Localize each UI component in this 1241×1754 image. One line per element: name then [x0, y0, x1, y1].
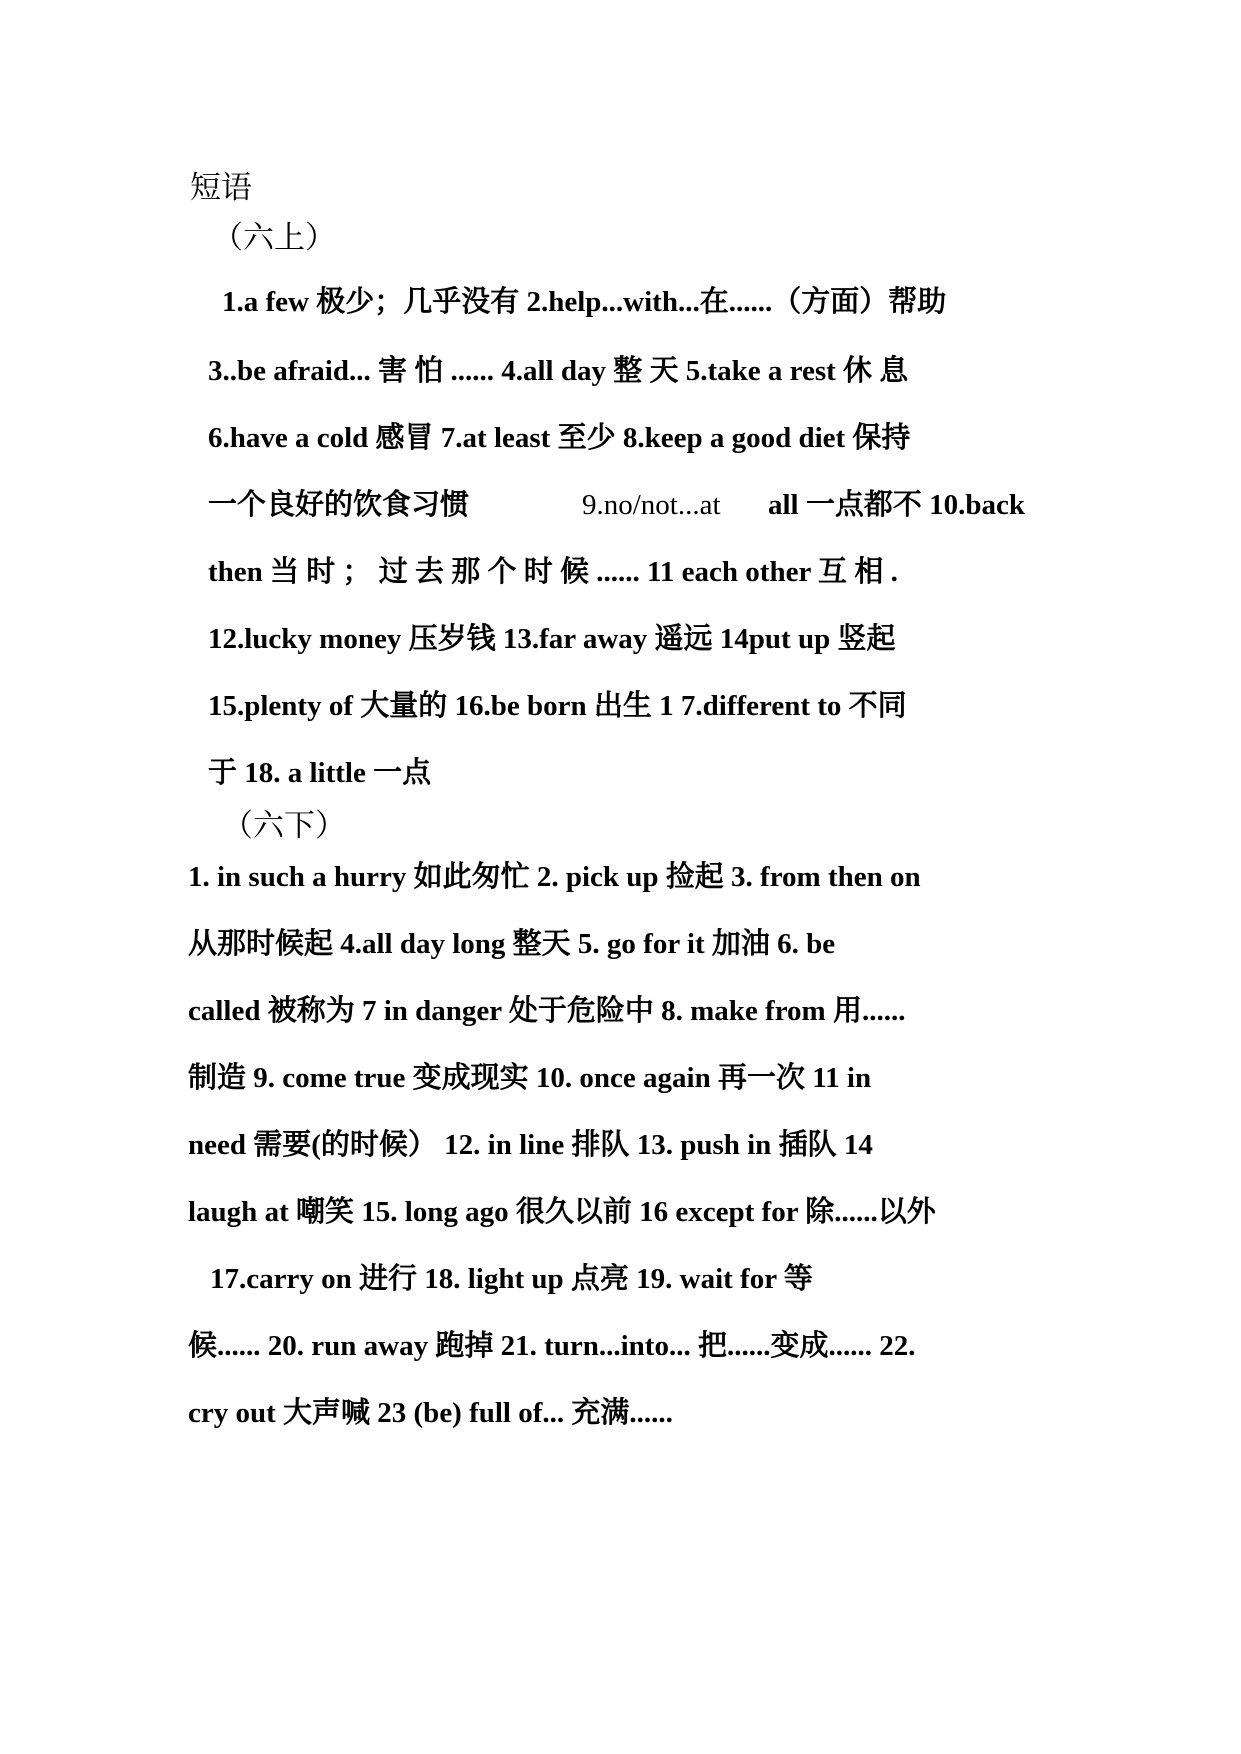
lower-line-6: laugh at 嘲笑 15. long ago 很久以前 16 except for 除......以外 — [188, 1196, 936, 1228]
section-heading-lower: （六下） — [222, 808, 346, 843]
lower-line-8: 候...... 20. run away 跑掉 21. turn...into... 把......变成...... 22. — [188, 1330, 916, 1362]
lower-line-7: 17.carry on 进行 18. light up 点亮 19. wait for 等 — [210, 1263, 813, 1295]
lower-line-1: 1. in such a hurry 如此匆忙 2. pick up 捡起 3. from then on — [188, 861, 921, 893]
lower-line-2: 从那时候起 4.all day long 整天 5. go for it 加油 6. be — [188, 928, 836, 960]
lower-line-3: called 被称为 7 in danger 处于危险中 8. make from 用...... — [188, 995, 906, 1027]
upper-line-3: 6.have a cold 感冒 7.at least 至少 8.keep a good diet 保持 — [208, 422, 911, 454]
upper-line-7: 15.plenty of 大量的 16.be born 出生 1 7.different to 不同 — [208, 690, 907, 722]
section-heading-upper: （六上） — [212, 220, 336, 255]
upper-line-5: then 当 时 ； 过 去 那 个 时 候 ...... 11 each other 互 相 . — [208, 556, 898, 588]
upper-line-4a: 一个良好的饮食习惯 — [208, 489, 470, 521]
lower-line-4: 制造 9. come true 变成现实 10. once again 再一次 11 in — [188, 1062, 872, 1094]
upper-line-4b: 9.no/not...at — [582, 489, 721, 521]
upper-line-2: 3..be afraid... 害 怕 ...... 4.all day 整 天 5.take a rest 休 息 — [208, 355, 909, 387]
lower-line-9: cry out 大声喊 23 (be) full of... 充满...... — [188, 1397, 673, 1429]
upper-line-8: 于 18. a little 一点 — [208, 757, 432, 789]
upper-line-4c: all 一点都不 10.back — [768, 489, 1025, 521]
lower-line-5: need 需要(的时候） 12. in line 排队 13. push in 插队 14 — [188, 1129, 873, 1161]
page-title: 短语 — [190, 170, 252, 205]
upper-line-1: 1.a few 极少；几乎没有 2.help...with...在......（方面）帮助 — [222, 286, 947, 318]
upper-line-6: 12.lucky money 压岁钱 13.far away 遥远 14put up 竖起 — [208, 623, 896, 655]
